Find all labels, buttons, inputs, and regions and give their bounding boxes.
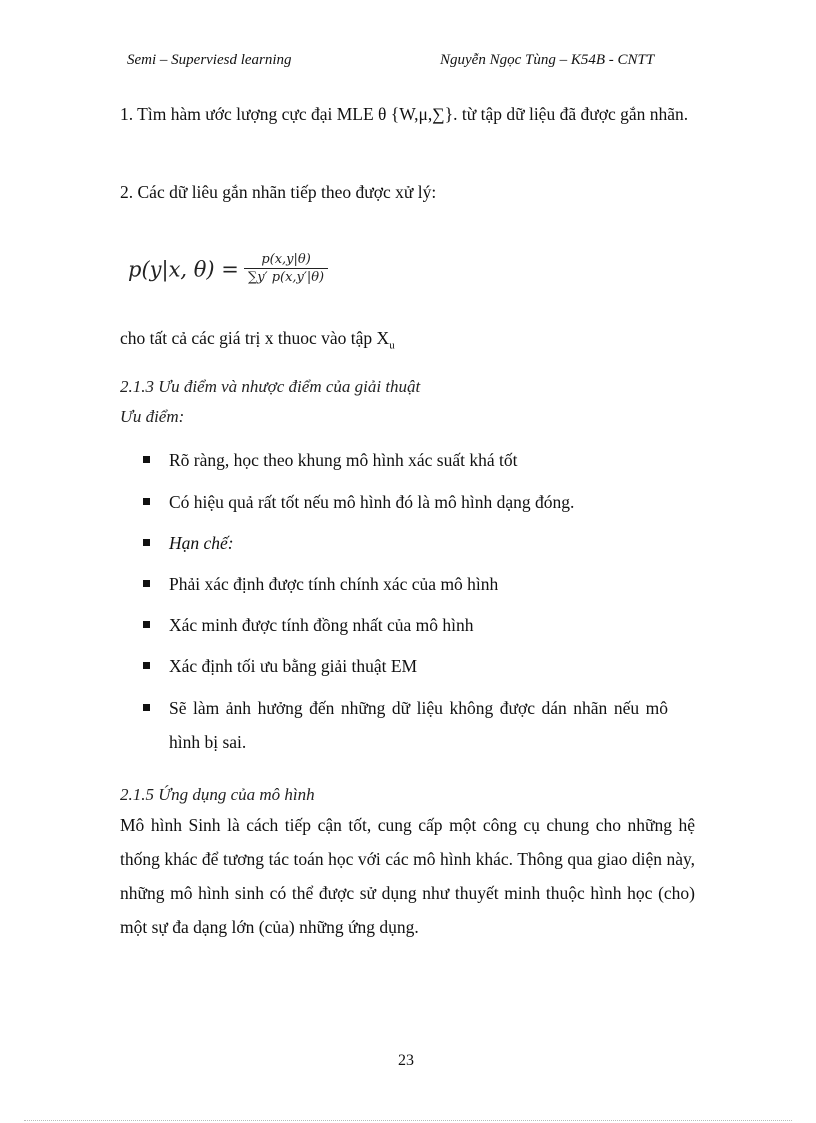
header-right: Nguyễn Ngọc Tùng – K54B - CNTT	[440, 52, 655, 68]
list-item-text: Rõ ràng, học theo khung mô hình xác suất khá tốt	[169, 450, 518, 470]
list-item	[143, 567, 668, 601]
header-left: Semi – Superviesd learning	[127, 52, 292, 68]
bullet-square-icon	[143, 580, 150, 587]
section-heading-2-1-5: 2.1.5 Ứng dụng của mô hình	[120, 785, 315, 804]
step-1-paragraph: 1. Tìm hàm ước lượng cực đại MLE θ {W,μ,∑}. từ tập dữ liệu đã được gắn nhãn.	[120, 104, 689, 124]
step-2-paragraph: 2. Các dữ liêu gắn nhãn tiếp theo được xử lý:	[120, 182, 437, 202]
posterior-formula	[128, 252, 428, 302]
list-item	[143, 608, 668, 642]
list-item	[143, 649, 668, 683]
formula-scope-subscript: u	[389, 339, 395, 352]
bullet-square-icon	[143, 621, 150, 628]
list-item	[143, 443, 668, 477]
bullet-square-icon	[143, 539, 150, 546]
list-item-text: Xác minh được tính đồng nhất của mô hình	[169, 615, 474, 635]
formula-scope-main: cho tất cả các giá trị x thuoc vào tập X	[120, 328, 390, 348]
page-number: 23	[398, 1052, 414, 1069]
formula-scope-text	[120, 321, 695, 363]
list-item-text: Sẽ làm ảnh hưởng đến những dữ liệu không được dán nhãn nếu mô hình bị sai.	[169, 698, 668, 752]
list-item-cons-label	[143, 526, 668, 560]
list-item-text: Có hiệu quả rất tốt nếu mô hình đó là mô hình dạng đóng.	[169, 492, 575, 512]
bullet-square-icon	[143, 456, 150, 463]
formula-fraction	[244, 252, 328, 287]
pros-label: Ưu điểm:	[120, 407, 185, 426]
formula-numerator: p(x,y|θ)	[244, 252, 328, 269]
bullet-square-icon	[143, 704, 150, 711]
section-2-1-5-paragraph: Mô hình Sinh là cách tiếp cận tốt, cung cấp một công cụ chung cho những hệ thống khác để tương tác toán học với các mô hình khác. Thông qua giao diện này, những mô hình sinh có thể được sử dụng như thuyết minh thuộc hình học (cho) một sự đa dạng lớn (của) những ứng dụng.	[120, 815, 695, 937]
list-item	[143, 485, 668, 519]
list-item	[143, 691, 668, 759]
list-item-text: Xác định tối ưu bằng giải thuật EM	[169, 656, 418, 676]
list-item-text: Phải xác định được tính chính xác của mô hình	[169, 574, 499, 594]
cons-label: Hạn chế:	[169, 533, 234, 553]
formula-denominator: ∑y′ p(x,y′|θ)	[247, 270, 325, 285]
section-heading-2-1-3: 2.1.3 Ưu điểm và nhược điểm của giải thuật	[120, 377, 421, 396]
bullet-square-icon	[143, 662, 150, 669]
page-bottom-divider	[24, 1120, 792, 1121]
formula-lhs: p(y|x, θ) =	[128, 257, 239, 282]
bullet-square-icon	[143, 498, 150, 505]
